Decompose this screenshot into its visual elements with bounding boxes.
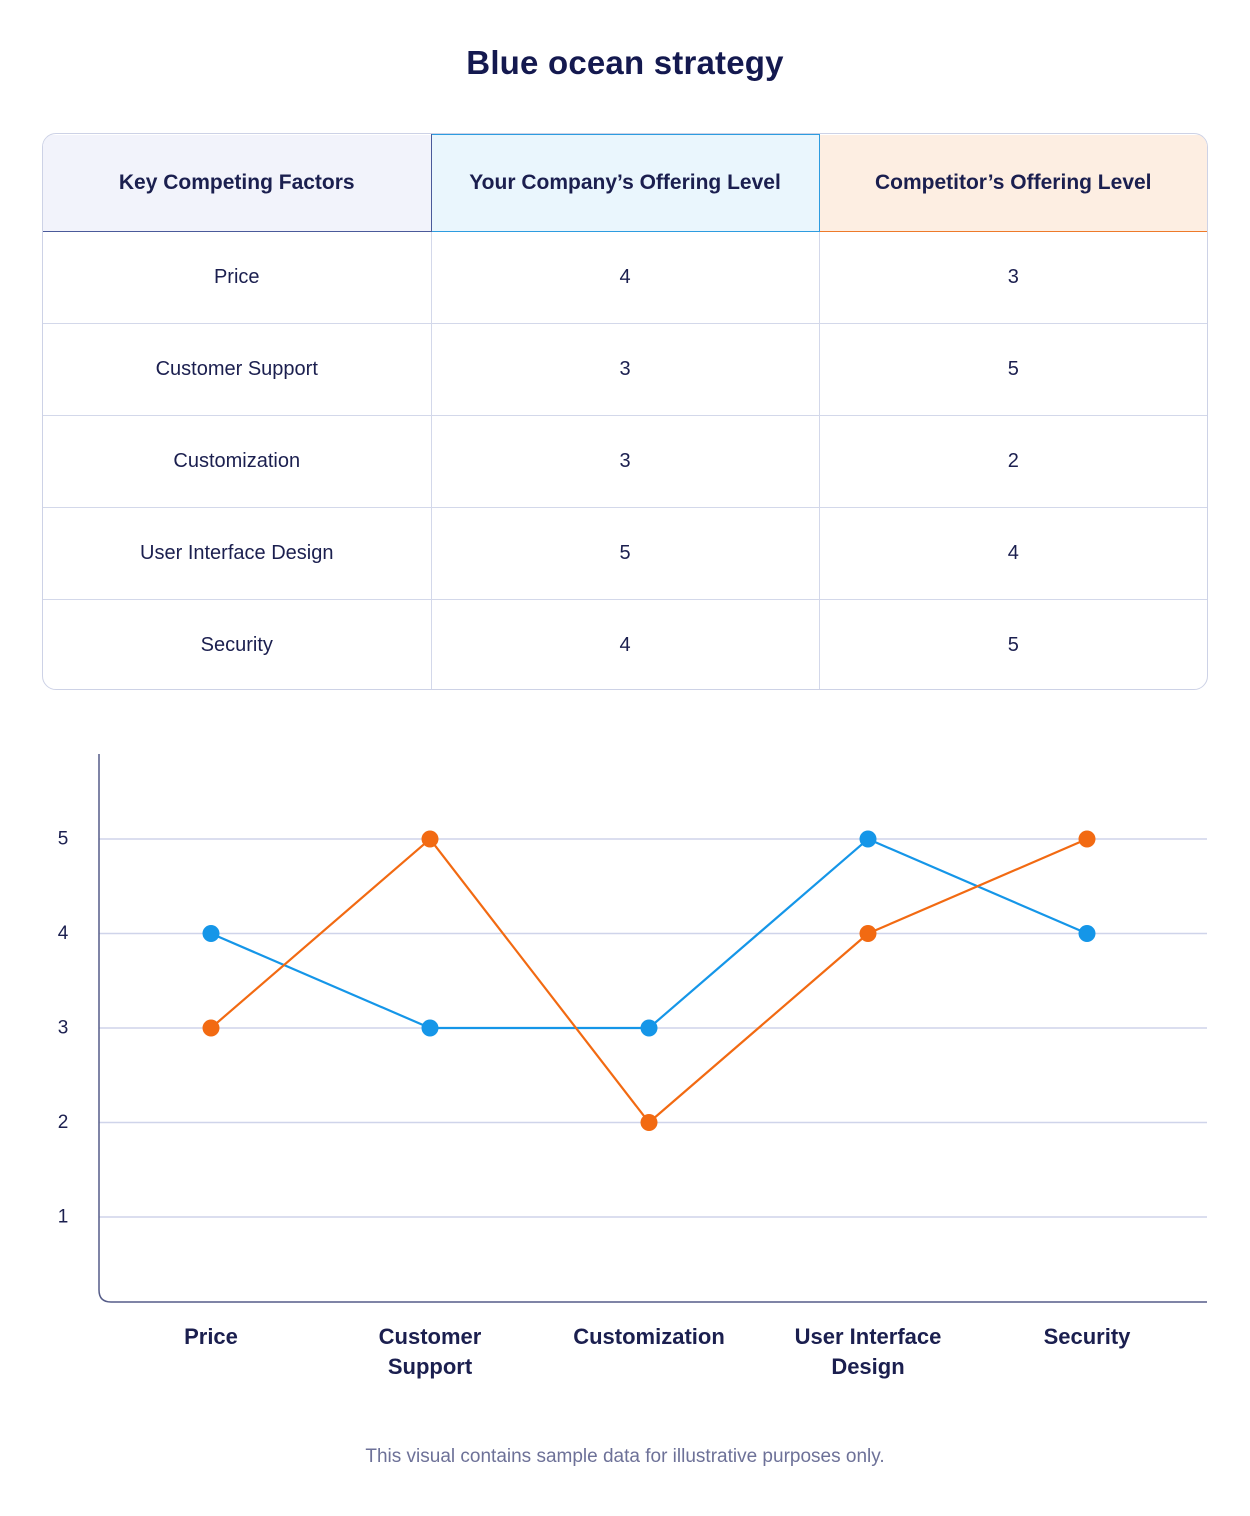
y-tick-label: 3 xyxy=(57,1017,69,1039)
your-level-cell: 4 xyxy=(431,600,819,691)
data-point-series-0 xyxy=(422,1020,439,1037)
competitor-level-cell: 2 xyxy=(819,416,1207,508)
line-chart xyxy=(0,740,1250,1400)
y-tick-label: 5 xyxy=(57,828,69,850)
your-level-cell: 4 xyxy=(431,232,819,324)
competitor-level-cell: 5 xyxy=(819,600,1207,691)
data-point-series-1 xyxy=(860,925,877,942)
factor-cell: Price xyxy=(43,232,431,324)
competitor-level-cell: 5 xyxy=(819,324,1207,416)
x-tick-label: Price xyxy=(184,1324,238,1349)
your-level-cell: 3 xyxy=(431,324,819,416)
x-tick-label: User Interface xyxy=(794,1324,942,1349)
series-line-1 xyxy=(211,839,1087,1122)
table-row xyxy=(43,232,1207,324)
factors-table-container xyxy=(42,133,1208,690)
competitor-level-cell: 3 xyxy=(819,232,1207,324)
x-tick-label: Design xyxy=(831,1354,905,1379)
factor-cell: Customization xyxy=(43,416,431,508)
page-title: Blue ocean strategy xyxy=(466,44,784,81)
your-level-cell: 5 xyxy=(431,508,819,600)
line-chart-svg xyxy=(0,740,1250,1400)
header-competitor-level: Competitor’s Offering Level xyxy=(819,135,1207,232)
data-point-series-1 xyxy=(1079,831,1096,848)
y-tick-label: 2 xyxy=(57,1111,69,1133)
table-row xyxy=(43,508,1207,600)
header-key-competing-factors: Key Competing Factors xyxy=(43,135,431,232)
data-point-series-0 xyxy=(860,831,877,848)
data-point-series-0 xyxy=(1079,925,1096,942)
header-your-company-level: Your Company’s Offering Level xyxy=(431,135,819,232)
factor-cell: Customer Support xyxy=(43,324,431,416)
data-point-series-1 xyxy=(422,831,439,848)
x-tick-label: Customer xyxy=(378,1324,482,1349)
x-tick-label: Support xyxy=(387,1354,473,1379)
data-point-series-1 xyxy=(641,1114,658,1131)
data-point-series-1 xyxy=(203,1020,220,1037)
x-tick-label: Customization xyxy=(573,1324,725,1349)
table-row xyxy=(43,416,1207,508)
data-point-series-0 xyxy=(641,1020,658,1037)
table-row xyxy=(43,324,1207,416)
factor-cell: Security xyxy=(43,600,431,691)
table-header-row xyxy=(43,135,1207,232)
table-row xyxy=(43,600,1207,691)
data-point-series-0 xyxy=(203,925,220,942)
competitor-level-cell: 4 xyxy=(819,508,1207,600)
y-tick-label: 1 xyxy=(57,1206,69,1228)
factor-cell: User Interface Design xyxy=(43,508,431,600)
y-tick-label: 4 xyxy=(57,923,69,945)
x-tick-label: Security xyxy=(1043,1324,1131,1349)
your-level-cell: 3 xyxy=(431,416,819,508)
footnote: This visual contains sample data for illustrative purposes only. xyxy=(365,1446,885,1467)
factors-table xyxy=(43,134,1207,690)
